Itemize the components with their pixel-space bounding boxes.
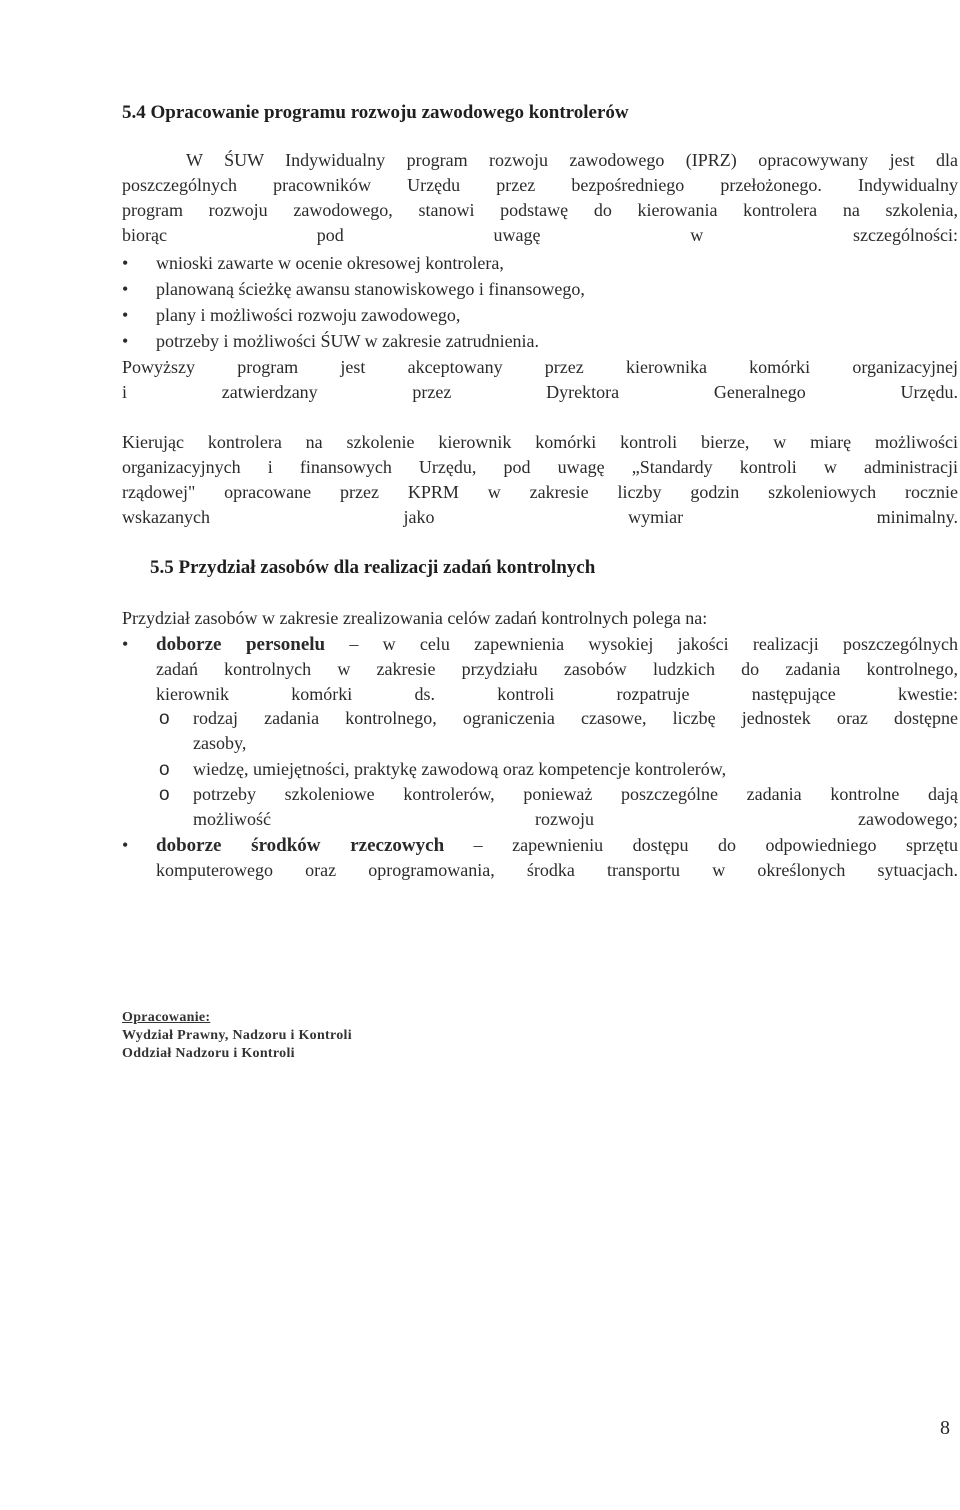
intro-line: W ŚUW Indywidualny program rozwoju zawodowego (IPRZ) opracowywany jest dla xyxy=(186,150,958,170)
sub-list-item: wiedzę, umiejętności, praktykę zawodową oraz kompetencje kontrolerów, xyxy=(193,759,727,779)
list-item: potrzeby i możliwości ŚUW w zakresie zatrudnienia. xyxy=(156,331,540,351)
list-item: planowaną ścieżkę awansu stanowiskowego i finansowego, xyxy=(156,279,585,299)
section-5-5-heading: 5.5 Przydział zasobów dla realizacji zadań kontrolnych xyxy=(150,557,596,578)
section-5-4-heading: 5.4 Opracowanie programu rozwoju zawodowego kontrolerów xyxy=(122,102,629,123)
paragraph-line: rodzaj zadania kontrolnego, ograniczenia czasowe, liczbę jednostek oraz dostępne xyxy=(193,708,958,728)
paragraph-line: zasoby, xyxy=(193,733,247,753)
program-approval-paragraph xyxy=(122,355,958,405)
bullet-icon: • xyxy=(122,835,129,855)
bullet-icon: • xyxy=(122,305,129,325)
circle-bullet-icon: o xyxy=(159,708,170,729)
intro-line: poszczególnych pracowników Urzędu przez bezpośredniego przełożonego. Indywidualny xyxy=(122,175,958,195)
division-name: Oddział Nadzoru i Kontroli xyxy=(122,1046,295,1061)
bullet-icon: • xyxy=(122,331,129,351)
sub-list-item xyxy=(193,706,958,756)
bullet-icon: • xyxy=(122,634,129,654)
personnel-text: – w celu zapewnienia wysokiej jakości realizacji poszczególnych xyxy=(325,634,958,654)
training-paragraph xyxy=(122,430,958,530)
intro-line: biorąc pod uwagę w szczególności: xyxy=(122,225,958,245)
sub-list-item xyxy=(193,782,958,832)
material-resources-term: doborze środków rzeczowych xyxy=(156,835,445,856)
prepared-by-label: Opracowanie: xyxy=(122,1010,211,1025)
prepared-by-block xyxy=(122,1009,352,1063)
circle-bullet-icon: o xyxy=(159,784,170,805)
material-resources-item xyxy=(156,833,958,883)
paragraph-line: organizacyjnych i finansowych Urzędu, pod uwagę „Standardy kontroli w administracji xyxy=(122,457,958,477)
paragraph-line: i zatwierdzany przez Dyrektora Generalnego Urzędu. xyxy=(122,382,958,402)
paragraph-line: Powyższy program jest akceptowany przez kierownika komórki organizacyjnej xyxy=(122,357,958,377)
department-name: Wydział Prawny, Nadzoru i Kontroli xyxy=(122,1028,352,1043)
circle-bullet-icon: o xyxy=(159,759,170,780)
list-item: plany i możliwości rozwoju zawodowego, xyxy=(156,305,461,325)
paragraph-line: Kierując kontrolera na szkolenie kierownik komórki kontroli bierze, w miarę możliwości xyxy=(122,432,958,452)
paragraph-line: kierownik komórki ds. kontroli rozpatruje następujące kwestie: xyxy=(156,684,958,704)
intro-line: program rozwoju zawodowego, stanowi podstawę do kierowania kontrolera na szkolenia, xyxy=(122,200,958,220)
paragraph-line: rządowej" opracowane przez KPRM w zakresie liczby godzin szkoleniowych rocznie xyxy=(122,482,958,502)
bullet-icon: • xyxy=(122,279,129,299)
paragraph-line: wskazanych jako wymiar minimalny. xyxy=(122,507,958,527)
section-5-4-intro xyxy=(122,148,958,248)
page-number: 8 xyxy=(940,1417,950,1439)
material-resources-text: – zapewnieniu dostępu do odpowiedniego sprzętu xyxy=(444,835,958,855)
resources-intro: Przydział zasobów w zakresie zrealizowania celów zadań kontrolnych polega na: xyxy=(122,608,708,628)
paragraph-line: zadań kontrolnych w zakresie przydziału zasobów ludzkich do zadania kontrolnego, xyxy=(156,659,958,679)
list-item: wnioski zawarte w ocenie okresowej kontrolera, xyxy=(156,253,504,273)
paragraph-line: komputerowego oraz oprogramowania, środka transportu w określonych sytuacjach. xyxy=(156,860,958,880)
personnel-term: doborze personelu xyxy=(156,634,326,655)
paragraph-line: możliwość rozwoju zawodowego; xyxy=(193,809,958,829)
bullet-icon: • xyxy=(122,253,129,273)
paragraph-line: potrzeby szkoleniowe kontrolerów, ponieważ poszczególne zadania kontrolne dają xyxy=(193,784,958,804)
personnel-item xyxy=(156,632,958,707)
